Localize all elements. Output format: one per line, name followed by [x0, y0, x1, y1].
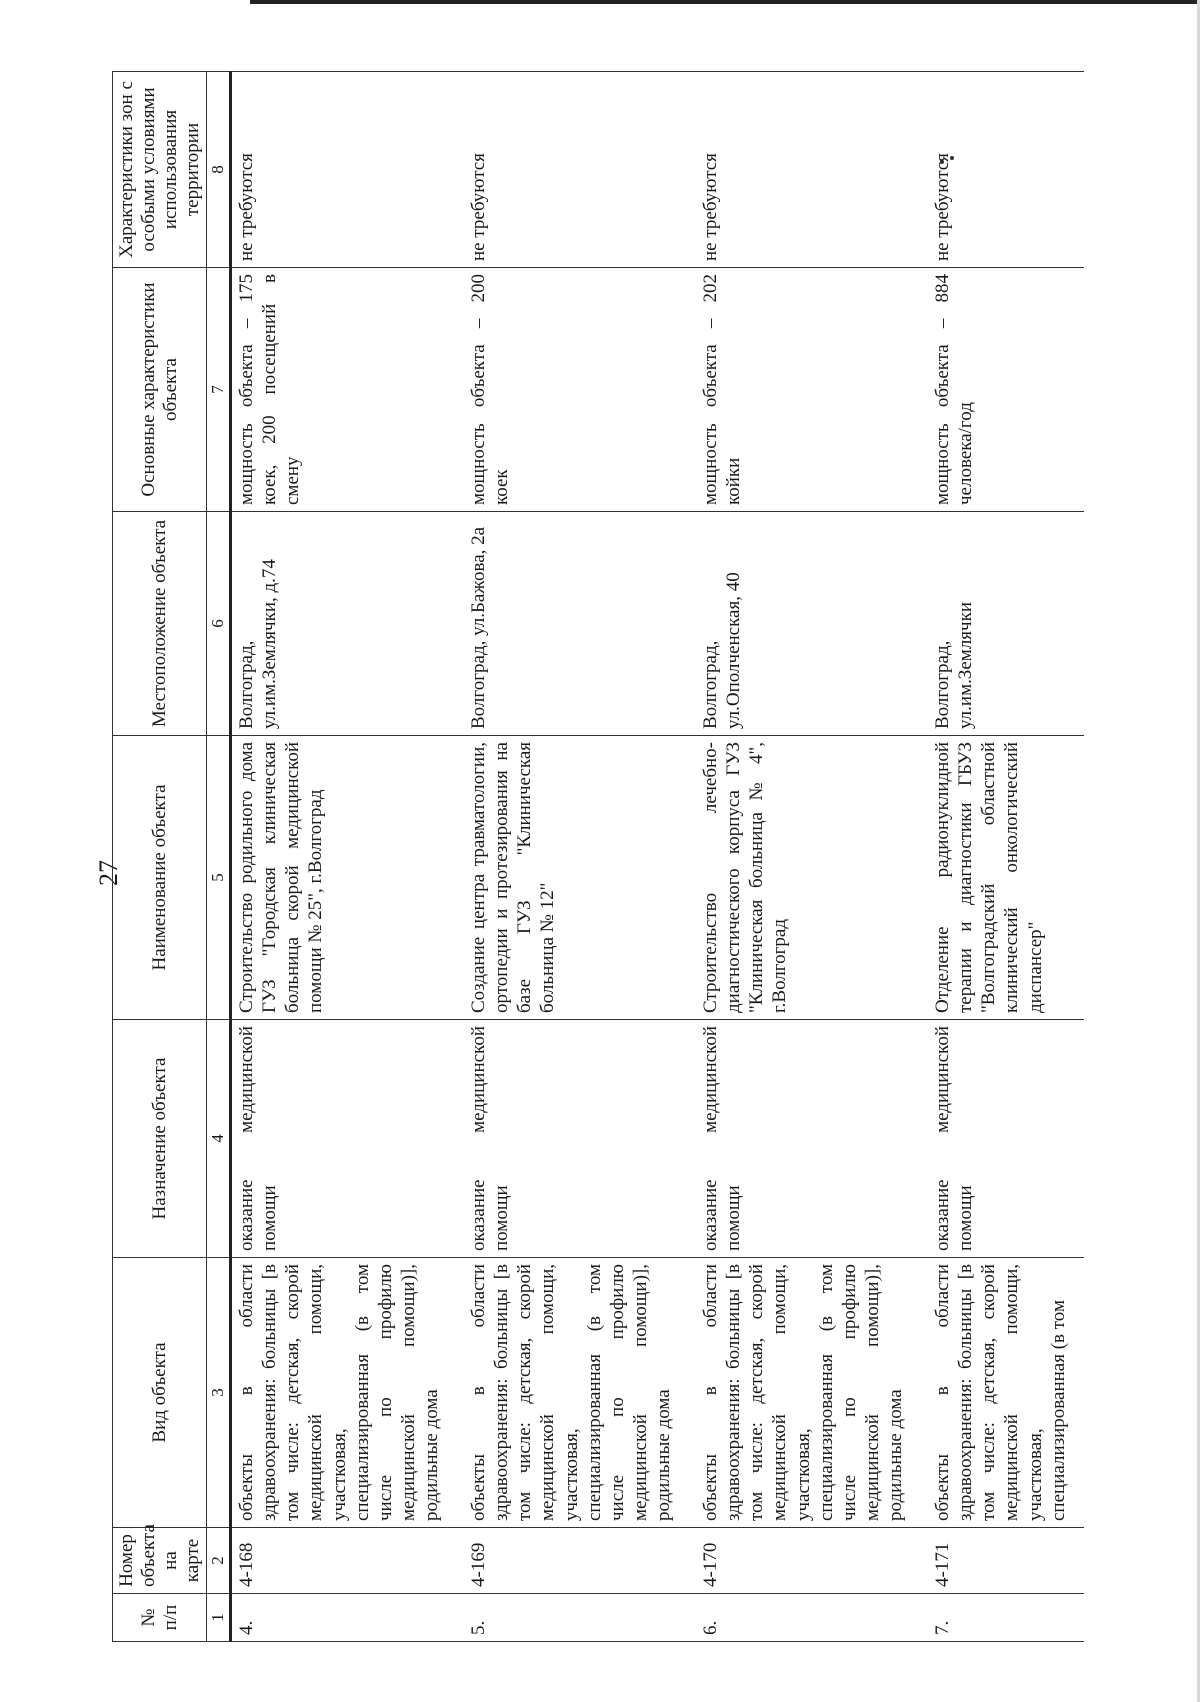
- header-cell: Основные характеристики объекта: [113, 268, 207, 512]
- column-number: 5: [207, 736, 231, 1020]
- object-name: Строительство родильного дома ГУЗ "Городская клиническая больница скорой медицинской помощи № 25", г.Волгоград: [230, 736, 464, 1020]
- objects-table: [112, 71, 1084, 1642]
- object-kind: объекты в области здравоохранения: больницы [в том числе: детская, скорой медицинской помощи, участковая, специализированная (в том числе по профилю медицинской помощи)], родильные дома: [464, 1258, 696, 1528]
- object-location: Волгоград, ул.им.Землячки, д.74: [230, 512, 464, 736]
- object-kind: объекты в области здравоохранения: больницы [в том числе: детская, скорой медицинской помощи, участковая, специализированная (в том числе по профилю медицинской помощи)], родильные дома: [230, 1258, 464, 1528]
- object-characteristics: мощность объекта – 200 коек: [464, 268, 696, 512]
- header-cell: Местоположение объекта: [113, 512, 207, 736]
- row-number: 5.: [464, 1594, 696, 1642]
- object-characteristics: мощность объекта – 202 койки: [696, 268, 928, 512]
- object-name: Строительство лечебно-диагностического корпуса ГУЗ "Клиническая больница № 4", г.Волгоград: [696, 736, 928, 1020]
- header-cell: Номер объекта на карте: [113, 1528, 207, 1594]
- row-number: 7.: [928, 1594, 1084, 1642]
- zone-characteristics: не требуются: [696, 72, 928, 268]
- table-header-row: [113, 72, 207, 1642]
- object-location: Волгоград, ул.им.Землячки: [928, 512, 1084, 736]
- table-row: [464, 72, 696, 1642]
- zone-characteristics: не требуются: [464, 72, 696, 268]
- object-characteristics: мощность объекта – 175 коек, 200 посещений в смену: [230, 268, 464, 512]
- column-number-row: [207, 72, 231, 1642]
- row-number: 6.: [696, 1594, 928, 1642]
- object-location: Волгоград, ул.Бажова, 2а: [464, 512, 696, 736]
- header-cell: № п/п: [113, 1594, 207, 1642]
- column-number: 8: [207, 72, 231, 268]
- page-number: 27: [94, 860, 123, 886]
- column-number: 6: [207, 512, 231, 736]
- map-object-id: 4-171: [928, 1528, 1084, 1594]
- object-purpose: оказание медицинской помощи: [928, 1020, 1084, 1258]
- map-object-id: 4-169: [464, 1528, 696, 1594]
- column-number: 1: [207, 1594, 231, 1642]
- map-object-id: 4-168: [230, 1528, 464, 1594]
- column-number: 7: [207, 268, 231, 512]
- column-number: 2: [207, 1528, 231, 1594]
- table-row: [230, 72, 464, 1642]
- object-name: Создание центра травматологии, ортопедии и протезирования на базе ГУЗ "Клиническая больница № 12": [464, 736, 696, 1020]
- map-object-id: 4-170: [696, 1528, 928, 1594]
- header-cell: Наименование объекта: [113, 736, 207, 1020]
- object-kind: объекты в области здравоохранения: больницы [в том числе: детская, скорой медицинской помощи, участковая, специализированная (в том числе по профилю медицинской помощи)], родильные дома: [696, 1258, 928, 1528]
- object-purpose: оказание медицинской помощи: [230, 1020, 464, 1258]
- row-number: 4.: [230, 1594, 464, 1642]
- rotated-page-content: [112, 72, 1200, 1642]
- column-number: 3: [207, 1258, 231, 1528]
- header-cell: Характеристики зон с особыми условиями использования территории: [113, 72, 207, 268]
- object-purpose: оказание медицинской помощи: [696, 1020, 928, 1258]
- zone-characteristics: не требуются: [928, 72, 1084, 268]
- header-cell: Вид объекта: [113, 1258, 207, 1528]
- table-row: [696, 72, 928, 1642]
- object-location: Волгоград, ул.Ополченская, 40: [696, 512, 928, 736]
- object-name: Отделение радионуклидной терапии и диагностики ГБУЗ "Волгоградский областной клинический онкологический диспансер": [928, 736, 1084, 1020]
- object-purpose: оказание медицинской помощи: [464, 1020, 696, 1258]
- object-characteristics: мощность объекта – 884 человека/год: [928, 268, 1084, 512]
- header-cell: Назначение объекта: [113, 1020, 207, 1258]
- zone-characteristics: не требуются: [230, 72, 464, 268]
- scan-edge-top: [250, 0, 1200, 4]
- object-kind: объекты в области здравоохранения: больницы [в том числе: детская, скорой медицинской помощи, участковая, специализированная (в том: [928, 1258, 1084, 1528]
- column-number: 4: [207, 1020, 231, 1258]
- table-row: [928, 72, 1084, 1642]
